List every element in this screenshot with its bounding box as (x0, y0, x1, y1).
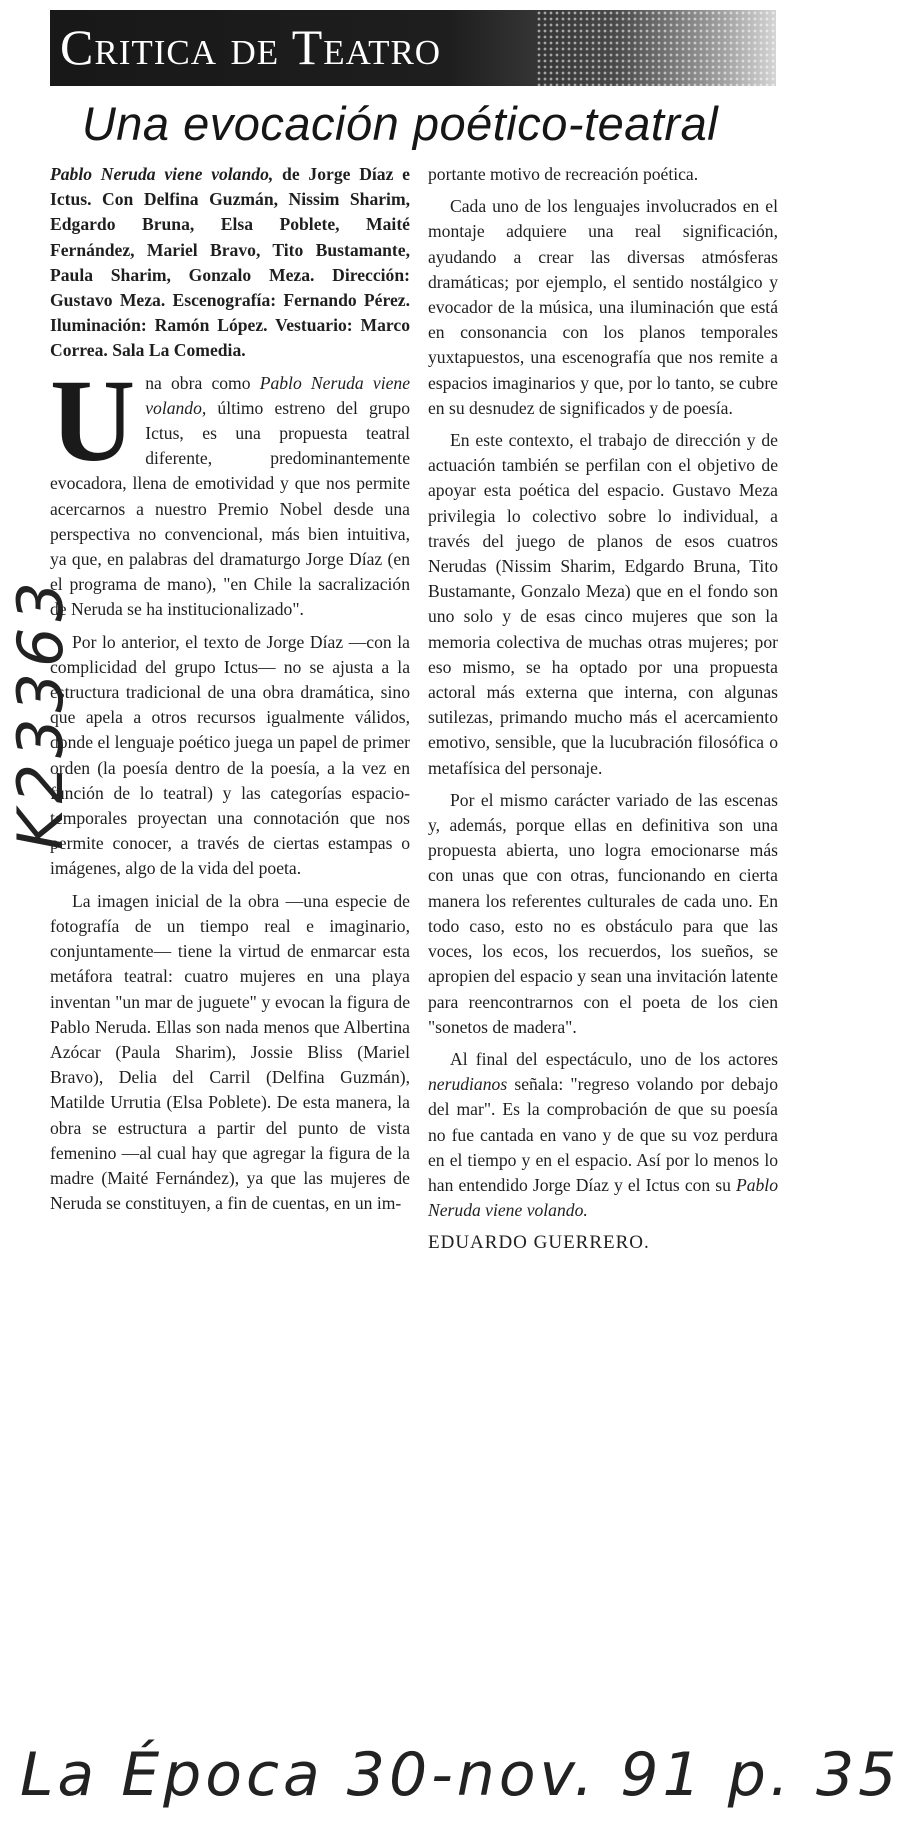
section-banner (50, 10, 776, 86)
paragraph-6: Por el mismo carácter variado de las escenas y, además, porque ellas en definitiva son una propuesta abierta, uno logra emocionarse más con unas que con otras, funcionando en cierta manera los referentes culturales de cada uno. En todo caso, esto no es obstáculo para que las voces, los ecos, los recuerdos, los sueños, se apropien del espacio y sean una invitación latente para reencontrarnos con el poeta de los cien "sonetos de madera". (428, 789, 778, 1037)
p7-text-a: Al final del espectáculo, uno de los actores (450, 1048, 778, 1069)
paragraph-2: Por lo anterior, el texto de Jorge Díaz —con la complicidad del grupo Ictus— no se ajusta a la estructura tradicional de una obra dramática, sino que apela a otros recursos igualmente válidos, donde el lenguaje poético juega un papel de primer orden (la poesía dentro de la poesía, a la vez en función de lo teatral) y las categorías espacio-temporales proyectan una connotación que nos permite conocer, a través de ciertas estampas o imágenes, algo de la vida del poeta. (50, 631, 410, 879)
p7-text-b: señala: "regreso volando por debajo del mar". Es la comprobación de que su poesía no fue cantada en vano y de que su voz perdura en el tiempo y en el espacio. Así por lo menos lo han entendido Jorge Díaz y el Ictus con su (428, 1074, 778, 1195)
credits-text: de Jorge Díaz e Ictus. Con Delfina Guzmán, Nissim Sharim, Edgardo Bruna, Elsa Poblete, Maité Fernández, Mariel Bravo, Tito Bustamante, Paula Sharim, Gonzalo Meza. Dirección: Gustavo Meza. Escenografía: Fernando Pérez. Iluminación: Ramón López. Vestuario: Marco Correa. Sala La Comedia. (50, 164, 410, 361)
paragraph-4: Cada uno de los lenguajes involucrados en el montaje adquiere una real significación, ayudando a crear las diversas atmósferas dramáticas; por ejemplo, el sentido nostálgico y evocador de la música, una iluminación que está en consonancia con los planos temporales yuxtapuestos, una escenografía que nos remite a espacios imaginarios y que, por lo tanto, se cubre en su desnudez de significados y de poesía. (428, 196, 778, 418)
column-right (428, 162, 778, 1263)
p1-text-b: último estreno del grupo Ictus, es una propuesta teatral diferente, predominantemente evocadora, llena de emotividad y que nos permite acercarnos a nuestro Premio Nobel desde una perspectiva no convencional, más bien intuitiva, ya que, en palabras del dramaturgo Jorge Díaz (en el programa de mano), "en Chile la sacralización de Neruda se ha institucionalizado". (50, 397, 410, 620)
paragraph-3: La imagen inicial de la obra —una especie de fotografía de un tiempo real e imaginario, conjuntamente— tiene la virtud de enmarcar esta metáfora teatral: cuatro mujeres en una playa inventan "un mar de juguete" y evocan la figura de Pablo Neruda. Ellas son nada menos que Albertina Azócar (Paula Sharim), Jossie Bliss (Mariel Bravo), Delia del Carril (Delfina Guzmán), Matilde Urrutia (Elsa Poblete). De esta manera, la obra se estructura a partir del punto de vista femenino —al cual hay que agregar la figura de la madre (Maité Fernández), ya que las mujeres de Neruda se constituyen, a fin de cuentas, en un im- (50, 890, 410, 1214)
p7-italic-2: Pablo Neruda viene volando. (428, 1174, 778, 1221)
credits-play-title: Pablo Neruda viene volando, (50, 164, 274, 184)
paragraph-7 (428, 1047, 778, 1223)
handwritten-source-note: La Época 30-nov. 91 p. 35 (20, 1740, 900, 1810)
drop-cap: U (50, 354, 136, 486)
paragraph-3-continued: portante motivo de recreación poética. (428, 164, 699, 184)
p7-italic: nerudianos (428, 1074, 508, 1095)
p1-text-a: na obra como (145, 372, 260, 393)
section-title: Critica de Teatro (60, 19, 442, 75)
handwritten-archive-number: K23363 (4, 576, 77, 850)
paragraph-5: En este contexto, el trabajo de dirección y de actuación también se perfilan con el objetivo de apoyar esta poética del espacio. Gustavo Meza privilegia lo colectivo sobre lo individual, a través del juego de planos de esos cuatros Nerudas (Nissim Sharim, Edgardo Bruna, Tito Bustamante, Gonzalo Meza) que en el fondo son uno solo y de esas cinco mujeres que son la memoria colectiva de muchas otras mujeres; por eso mismo, se ha optado por una propuesta actoral más externa que interna, con algunas sutilezas, primando mucho más el acercamiento emotivo, sensible, que la lucubración filosófica o metafísica del personaje. (428, 430, 778, 778)
p1-italic: Pablo Neruda viene volando, (145, 372, 410, 418)
article-headline: Una evocación poético-teatral (81, 97, 719, 150)
paragraph-1 (50, 354, 410, 623)
column-left (50, 162, 410, 1223)
author-signature: EDUARDO GUERRERO. (428, 1232, 650, 1254)
credits-block (50, 162, 410, 364)
